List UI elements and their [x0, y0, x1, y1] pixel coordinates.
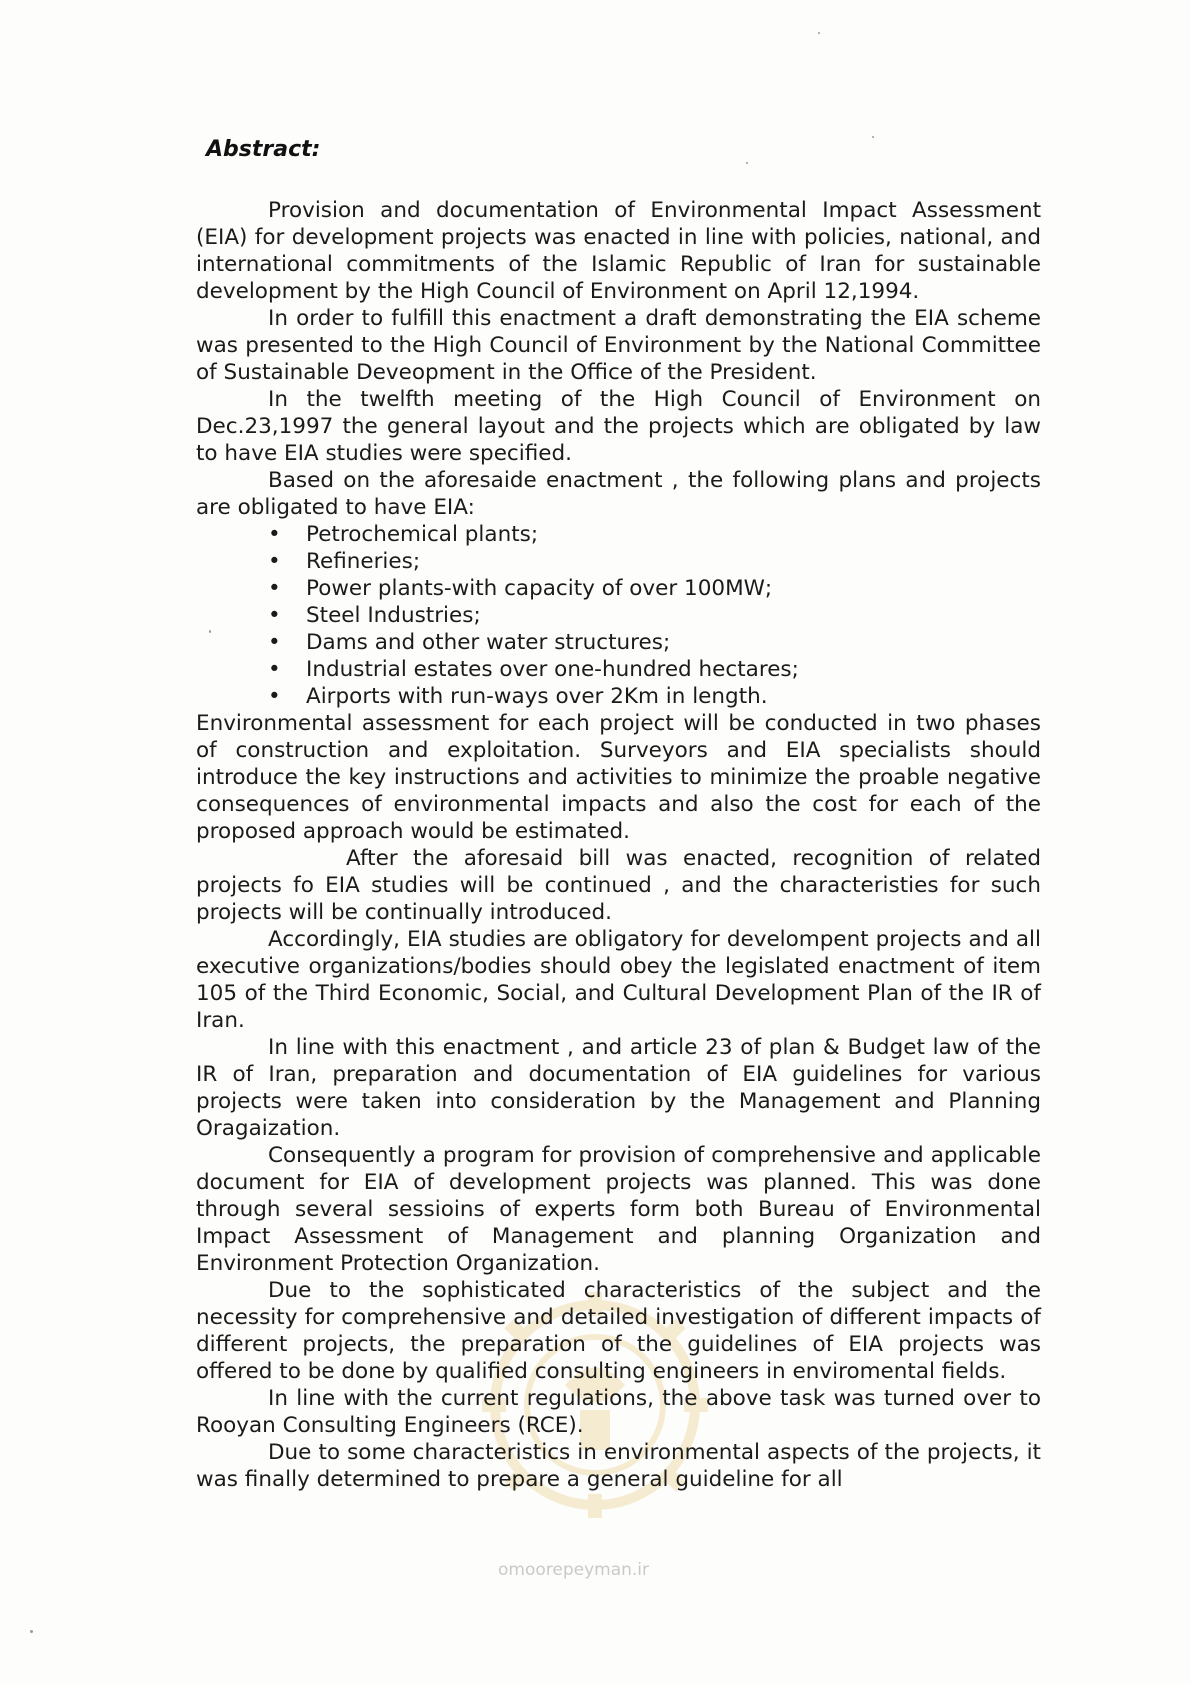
watermark-text: omoorepeyman.ir	[498, 1560, 650, 1580]
paragraph: Based on the aforesaide enactment , the following plans and projects are obligated to have EIA:	[196, 468, 1041, 520]
list-item-text: Power plants-with capacity of over 100MW;	[306, 576, 773, 601]
paragraph: Due to some characteristics in environmental aspects of the projects, it was finally determined to prepare a general guideline for all	[196, 1440, 1041, 1492]
bullet-icon: •	[268, 576, 281, 601]
list-item-text: Refineries;	[306, 549, 421, 574]
paragraph: In the twelfth meeting of the High Council of Environment on Dec.23,1997 the general layout and the projects which are obligated by law to have EIA studies were specified.	[196, 387, 1041, 466]
list-item	[268, 521, 1041, 548]
list-item	[268, 602, 1041, 629]
list-item	[268, 548, 1041, 575]
document-body	[196, 136, 1041, 1493]
bullet-icon: •	[268, 603, 281, 628]
paragraph: Due to the sophisticated characteristics of the subject and the necessity for comprehensive and detailed investigation of different impacts of different projects, the preparation of the guidelines of EIA projects was offered to be done by qualified consulting engineers in enviromental fields.	[196, 1278, 1041, 1384]
list-item-text: Industrial estates over one-hundred hectares;	[306, 657, 799, 682]
list-item-text: Airports with run-ways over 2Km in length.	[306, 684, 768, 709]
paragraph: Environmental assessment for each project will be conducted in two phases of construction and exploitation. Surveyors and EIA specialists should introduce the key instructions and activities to minimize the proable negative consequences of environmental impacts and also the cost for each of the proposed approach would be estimated.	[196, 711, 1041, 844]
list-item-text: Steel Industries;	[306, 603, 481, 628]
list-item	[268, 656, 1041, 683]
paragraph: Provision and documentation of Environmental Impact Assessment (EIA) for development projects was enacted in line with policies, national, and international commitments of the Islamic Republic of Iran for sustainable development by the High Council of Environment on April 12,1994.	[196, 198, 1041, 304]
bullet-icon: •	[268, 684, 281, 709]
bullet-icon: •	[268, 549, 281, 574]
abstract-heading: Abstract:	[206, 137, 321, 162]
scan-speck	[818, 32, 820, 34]
paragraph: Accordingly, EIA studies are obligatory for develompent projects and all executive organizations/bodies should obey the legislated enactment of item 105 of the Third Economic, Social, and Cultural Development Plan of the IR of Iran.	[196, 927, 1041, 1033]
bullet-icon: •	[268, 522, 281, 547]
list-item-text: Dams and other water structures;	[306, 630, 671, 655]
paragraph: In line with this enactment , and article 23 of plan & Budget law of the IR of Iran, preparation and documentation of EIA guidelines for various projects were taken into consideration by the Management and Planning Oragaization.	[196, 1035, 1041, 1141]
bullet-icon: •	[268, 657, 281, 682]
project-list	[196, 521, 1041, 710]
scan-speck	[30, 1630, 33, 1633]
paragraph: Consequently a program for provision of comprehensive and applicable document for EIA of development projects was planned. This was done through several sessioins of experts form both Bureau of Environmental Impact Assessment of Management and planning Organization and Environment Protection Organization.	[196, 1143, 1041, 1276]
list-item-text: Petrochemical plants;	[306, 522, 539, 547]
list-item	[268, 575, 1041, 602]
paragraph: After the aforesaid bill was enacted, recognition of related projects fo EIA studies will be continued , and the characteristies for such projects will be continually introduced.	[196, 846, 1041, 925]
bullet-icon: •	[268, 630, 281, 655]
list-item	[268, 683, 1041, 710]
list-item	[268, 629, 1041, 656]
paragraph: In order to fulfill this enactment a draft demonstrating the EIA scheme was presented to the High Council of Environment by the National Committee of Sustainable Deveopment in the Office of the President.	[196, 306, 1041, 385]
paragraph: In line with the current regulations, the above task was turned over to Rooyan Consulting Engineers (RCE).	[196, 1386, 1041, 1438]
